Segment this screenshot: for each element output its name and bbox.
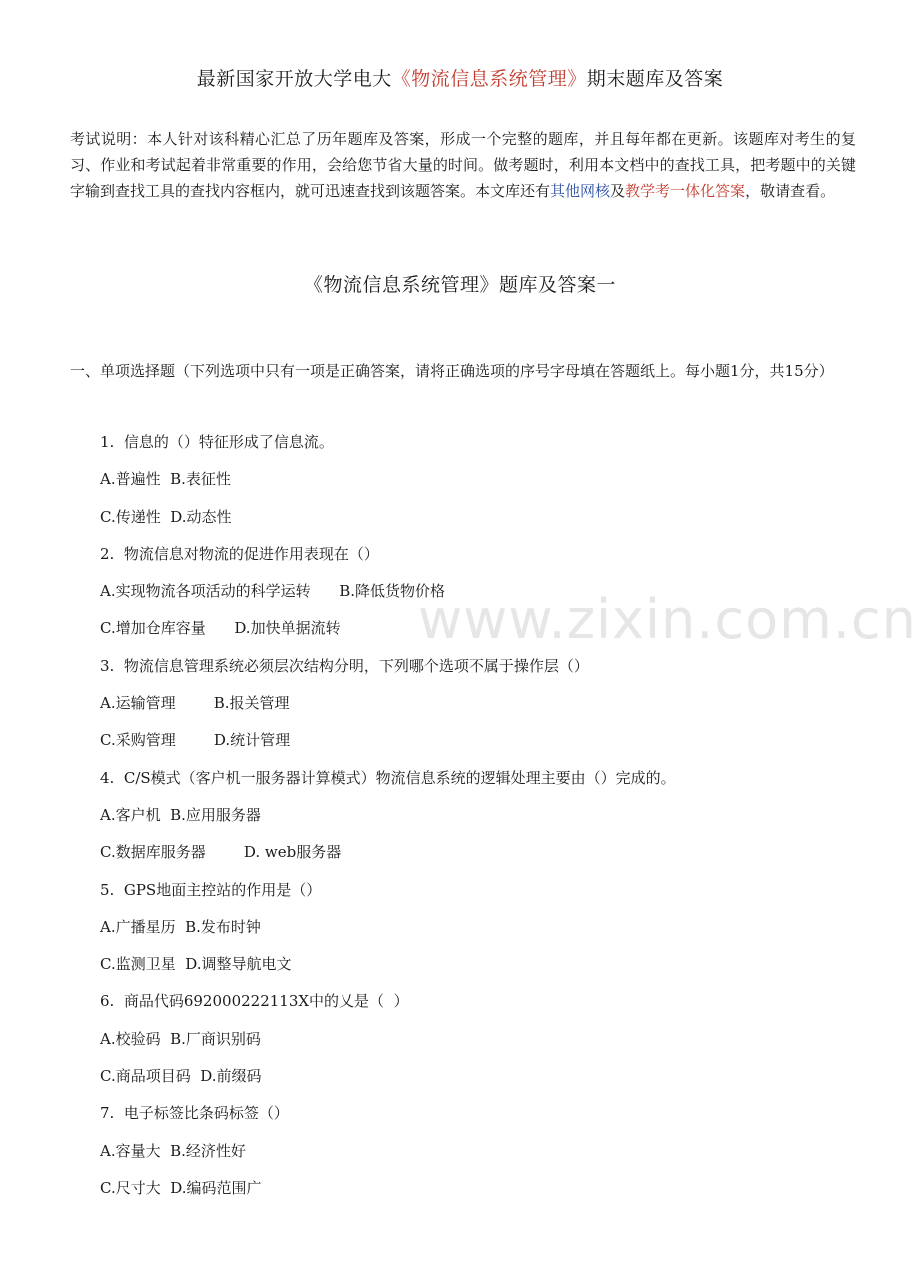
instructions-end: ，敬请查看。 [745,182,836,200]
question-options: C.尺寸大 D.编码范围广 [100,1178,262,1197]
question-stem: 5. GPS地面主控站的作用是（） [100,880,322,899]
question-options: A.普遍性 B.表征性 [100,470,231,489]
question-item [100,872,860,984]
question-item [100,536,860,648]
site-watermark: www.zixin.com.cn [418,588,917,651]
exam-instructions [70,126,856,204]
title-course-name: 《物流信息系统管理》 [391,68,587,90]
question-options: A.运输管理 B.报关管理 [100,694,290,713]
title-prefix: 最新国家开放大学电大 [196,68,392,90]
instructions-text: 考试说明：本人针对该科精心汇总了历年题库及答案，形成一个完整的题库，并且每年都在更新。该题库对考生的复习、作业和考试起着非常重要的作用，会给您节省大量的时间。做考题时，利用本文档中的查找工具，把考题中的关键字输到查找工具的查找内容框内，就可迅速查找到该题答案。本文库还有 [70,130,856,200]
question-options: C.数据库服务器 D. web服务器 [100,843,342,862]
question-options: C.采购管理 D.统计管理 [100,731,291,750]
question-options: C.监测卫星 D.调整导航电文 [100,955,292,974]
question-stem: 2. 物流信息对物流的促进作用表现在（） [100,544,379,563]
question-item [100,983,860,1095]
question-options: C.增加仓库容量 D.加快单据流转 [100,619,341,638]
document-title [0,64,920,91]
question-options: C.传递性 D.动态性 [100,507,232,526]
question-stem: 7. 电子标签比条码标签（） [100,1104,289,1123]
question-item [100,1095,860,1207]
question-list [100,424,860,1207]
question-stem: 3. 物流信息管理系统必须层次结构分明，下列哪个选项不属于操作层（） [100,656,589,675]
other-resources-link[interactable]: 其他网核 [550,182,611,200]
question-stem: 4. C/S模式（客户机一服务器计算模式）物流信息系统的逻辑处理主要由（）完成的。 [100,768,676,787]
question-options: A.实现物流各项活动的科学运转 B.降低货物价格 [100,582,446,601]
part-heading: 一、单项选择题（下列选项中只有一项是正确答案，请将正确选项的序号字母填在答题纸上。每小题1分，共15分） [70,362,834,380]
question-options: A.广播星历 B.发布时钟 [100,917,261,936]
question-item [100,760,860,872]
title-suffix: 期末题库及答案 [586,68,724,90]
question-stem: 6. 商品代码692000222113X中的乂是（ ） [100,992,409,1011]
question-item [100,648,860,760]
question-options: A.校验码 B.厂商识别码 [100,1029,261,1048]
integrated-answers-link[interactable]: 教学考一体化答案 [625,182,746,200]
instructions-and: 及 [610,182,626,200]
question-stem: 1. 信息的（）特征形成了信息流。 [100,433,334,451]
section-title: 《物流信息系统管理》题库及答案一 [303,274,616,296]
question-item [100,424,860,536]
question-options: A.容量大 B.经济性好 [100,1141,246,1160]
question-options: C.商品项目码 D.前缀码 [100,1067,262,1086]
question-options: A.客户机 B.应用服务器 [100,805,261,824]
